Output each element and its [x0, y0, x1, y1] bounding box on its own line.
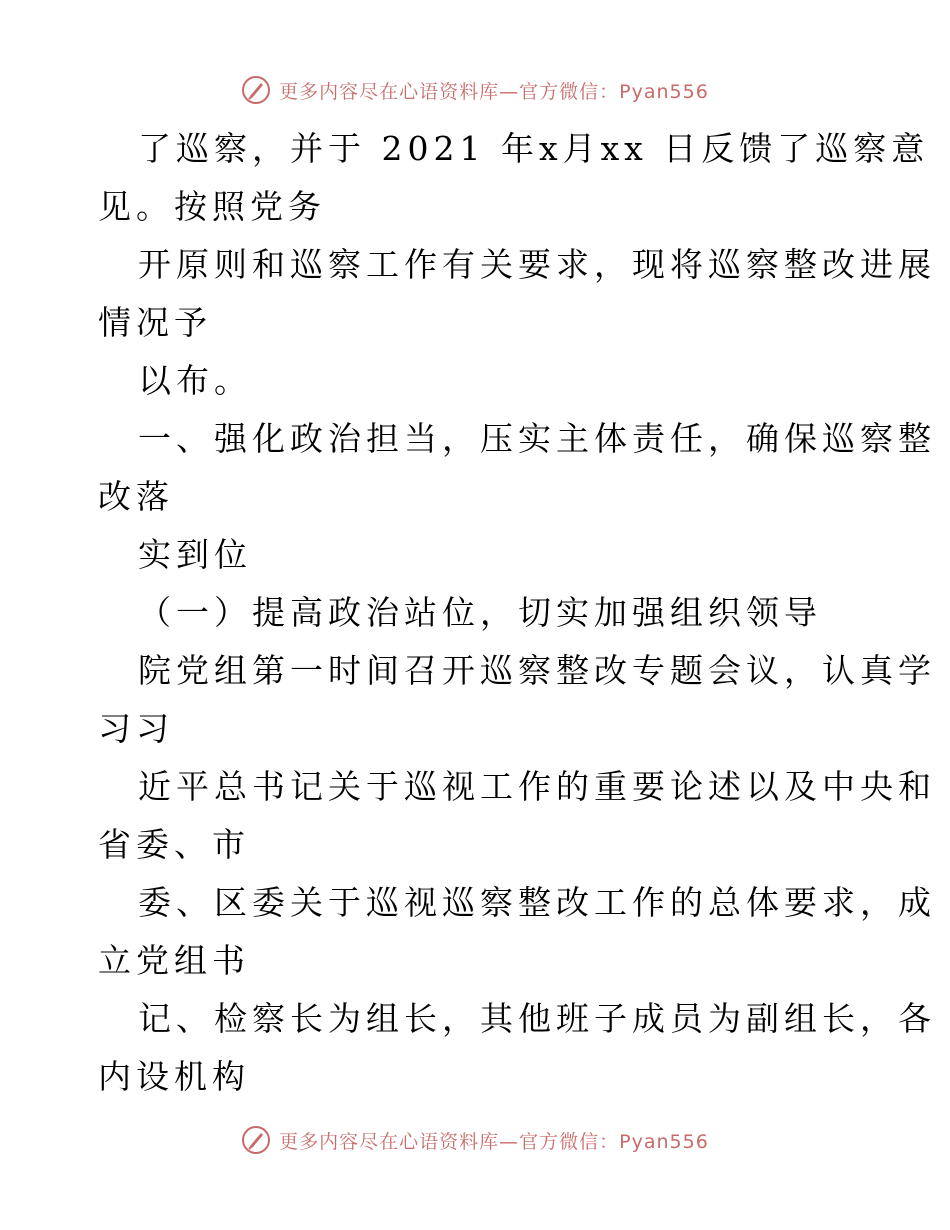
text-line: 开原则和巡察工作有关要求，现将巡察整改进展 [138, 245, 936, 284]
text-line: 近平总书记关于巡视工作的重要论述以及中央和 [138, 767, 936, 806]
watermark-text: 更多内容尽在心语资料库—官方微信：Pyan556 [279, 1130, 709, 1153]
text-line: 以布。 [138, 361, 252, 400]
watermark-text: 更多内容尽在心语资料库—官方微信：Pyan556 [279, 80, 709, 103]
text-line: 情况予 [98, 303, 212, 342]
subsection-heading: （一）提高政治站位，切实加强组织领导 [138, 593, 822, 632]
section-heading-continued: 改落 [98, 477, 174, 516]
text-line: 记、检察长为组长，其他班子成员为副组长，各 [138, 999, 936, 1038]
text-line: 立党组书 [98, 941, 250, 980]
text-line: 习习 [98, 709, 174, 748]
feather-pen-logo-icon [241, 75, 271, 105]
text-line: 见。按照党务 [98, 187, 326, 226]
text-line: 院党组第一时间召开巡察整改专题会议，认真学 [138, 651, 936, 690]
feather-pen-logo-icon [241, 1125, 271, 1155]
section-heading-continued: 实到位 [138, 535, 252, 574]
document-body [98, 120, 936, 1106]
section-heading: 一、强化政治担当，压实主体责任，确保巡察整 [138, 419, 936, 458]
text-line: 委、区委关于巡视巡察整改工作的总体要求，成 [138, 883, 936, 922]
header-watermark [0, 70, 950, 110]
footer-watermark [0, 1120, 950, 1160]
text-line: 内设机构 [98, 1057, 250, 1096]
text-line: 省委、市 [98, 825, 250, 864]
text-line: 了巡察，并于 2021 年x月xx 日反馈了巡察意 [138, 129, 930, 168]
